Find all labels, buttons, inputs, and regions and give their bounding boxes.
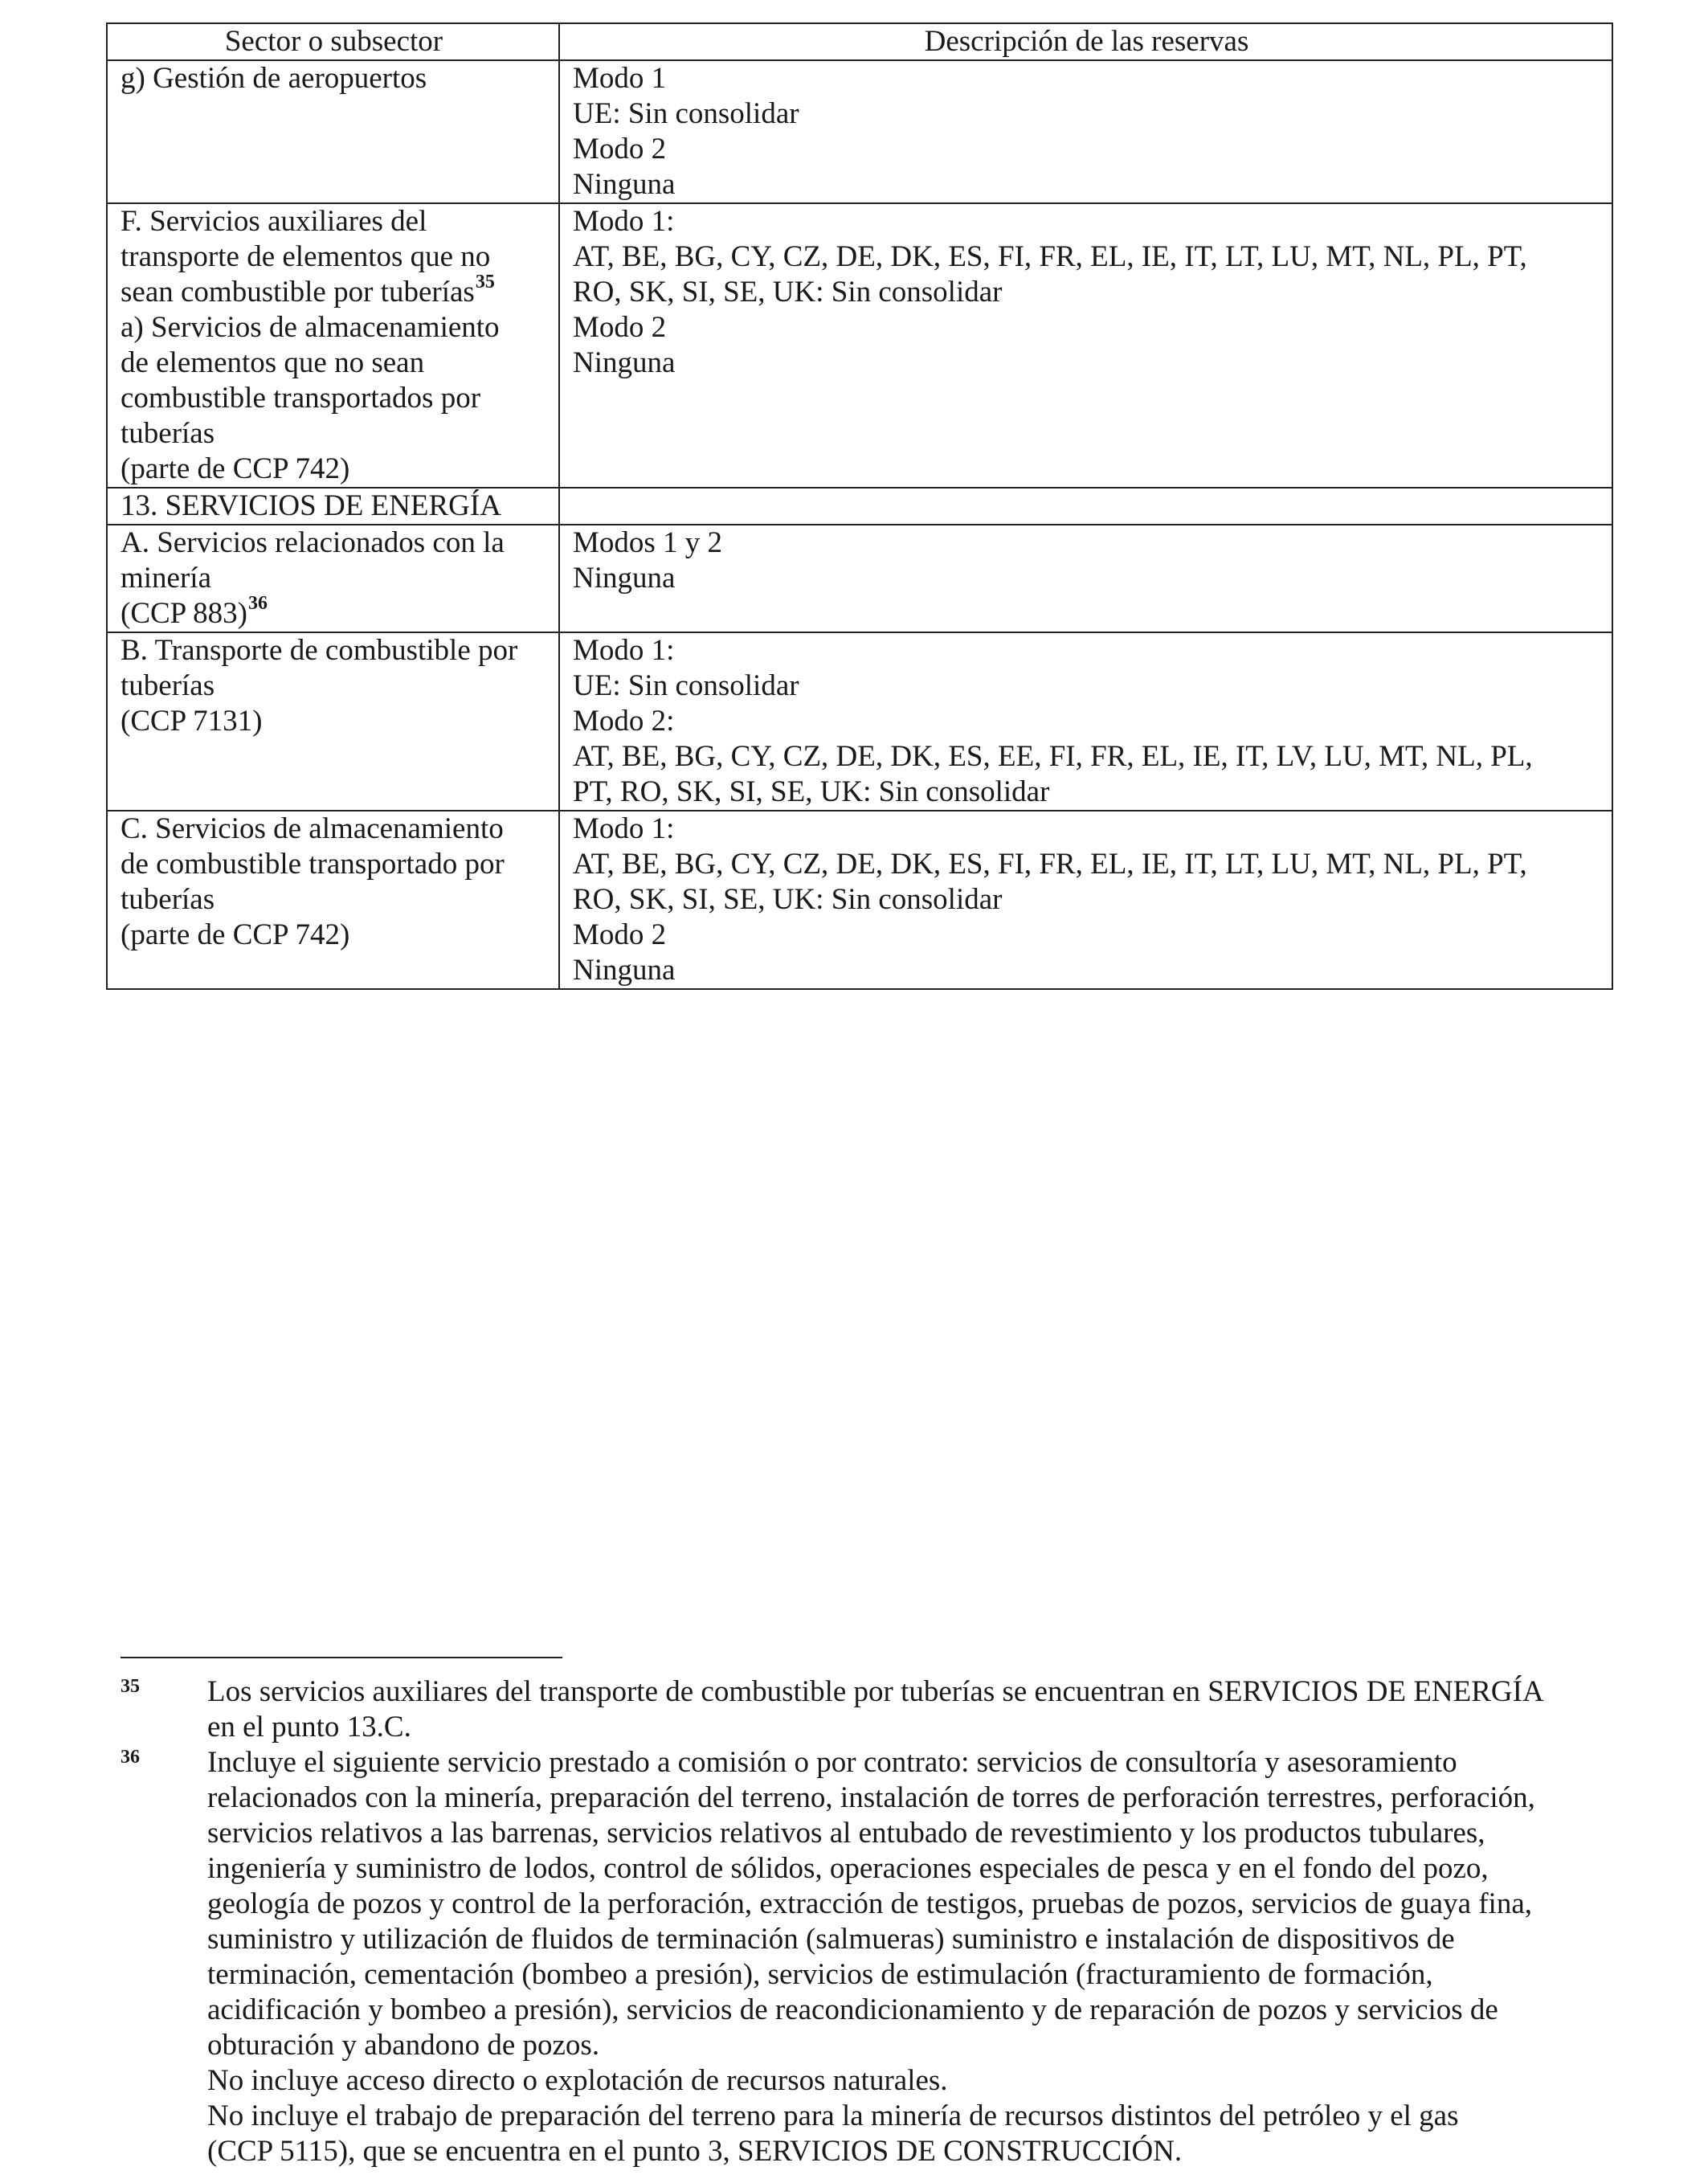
sector-line-with-footnote bbox=[121, 592, 547, 632]
description-line: Modo 2 bbox=[573, 311, 667, 344]
sector-line: (parte de CCP 742) bbox=[121, 452, 350, 485]
footnote-line: en el punto 13.C. bbox=[207, 1711, 411, 1744]
table-row bbox=[107, 525, 1612, 632]
description-cell bbox=[559, 203, 1612, 488]
header-sector: Sector o subsector bbox=[107, 23, 559, 60]
description-cell-empty bbox=[559, 488, 1612, 525]
sector-line: (CCP 7131) bbox=[121, 705, 263, 738]
footnote-line: obturación y abandono de pozos. bbox=[207, 2029, 600, 2062]
footnote-number: 36 bbox=[121, 1747, 140, 1768]
description-cell bbox=[559, 811, 1612, 989]
description-cell bbox=[559, 525, 1612, 632]
footnote-ref-35[interactable]: 35 bbox=[475, 271, 495, 292]
sector-line: A. Servicios relacionados con la bbox=[121, 526, 505, 559]
footnote-line: ingeniería y suministro de lodos, control de sólidos, operaciones especiales de pesca y en el fondo del pozo, bbox=[207, 1852, 1489, 1885]
description-line: Modo 1: bbox=[573, 634, 675, 667]
footnote-line: geología de pozos y control de la perforación, extracción de testigos, pruebas de pozos, servicios de guaya fina, bbox=[207, 1887, 1533, 1920]
sector-line: transporte de elementos que no bbox=[121, 240, 491, 273]
footnote-line: Los servicios auxiliares del transporte de combustible por tuberías se encuentran en SERVICIOS DE ENERGÍA bbox=[207, 1675, 1544, 1708]
description-line: Modo 2 bbox=[573, 133, 667, 166]
table-row bbox=[107, 488, 1612, 525]
table-row bbox=[107, 203, 1612, 488]
description-line: AT, BE, BG, CY, CZ, DE, DK, ES, FI, FR, EL, IE, IT, LT, LU, MT, NL, PL, PT, bbox=[573, 848, 1527, 881]
footnotes-section bbox=[121, 1674, 1607, 2169]
description-line: UE: Sin consolidar bbox=[573, 669, 799, 702]
footnote-36 bbox=[121, 1745, 1607, 2169]
reservations-table bbox=[106, 22, 1613, 990]
description-line: UE: Sin consolidar bbox=[573, 97, 799, 130]
footnote-line: terminación, cementación (bombeo a presión), servicios de estimulación (fracturamiento de formación, bbox=[207, 1958, 1433, 1991]
sector-line: tuberías bbox=[121, 883, 215, 916]
sector-line-text: sean combustible por tuberías bbox=[121, 276, 475, 309]
sector-line: g) Gestión de aeropuertos bbox=[121, 62, 427, 95]
description-cell bbox=[559, 60, 1612, 203]
sector-line: minería bbox=[121, 562, 212, 595]
description-line: AT, BE, BG, CY, CZ, DE, DK, ES, FI, FR, EL, IE, IT, LT, LU, MT, NL, PL, PT, bbox=[573, 240, 1527, 273]
footnote-line: No incluye acceso directo o explotación de recursos naturales. bbox=[207, 2064, 948, 2097]
sector-cell bbox=[107, 811, 559, 989]
footnote-separator bbox=[121, 1657, 562, 1658]
description-line: Ninguna bbox=[573, 346, 676, 379]
sector-line-text: (CCP 883) bbox=[121, 597, 247, 630]
sector-line: (parte de CCP 742) bbox=[121, 918, 350, 951]
sector-cell bbox=[107, 203, 559, 488]
sector-line: tuberías bbox=[121, 417, 215, 450]
table-header-row bbox=[107, 23, 1612, 60]
description-line: PT, RO, SK, SI, SE, UK: Sin consolidar bbox=[573, 775, 1050, 808]
sector-cell bbox=[107, 632, 559, 811]
sector-line: combustible transportados por bbox=[121, 382, 481, 415]
sector-line: B. Transporte de combustible por bbox=[121, 634, 518, 667]
table-row bbox=[107, 632, 1612, 811]
footnote-number: 35 bbox=[121, 1676, 140, 1697]
footnote-line: acidificación y bombeo a presión), servicios de reacondicionamiento y de reparación de pozos y servicios de bbox=[207, 1993, 1498, 2026]
description-line: Modos 1 y 2 bbox=[573, 526, 723, 559]
footnote-line: suministro y utilización de fluidos de terminación (salmueras) suministro e instalación de dispositivos de bbox=[207, 1923, 1455, 1956]
sector-line-with-footnote bbox=[121, 271, 547, 310]
sector-line: de combustible transportado por bbox=[121, 848, 505, 881]
header-description: Descripción de las reservas bbox=[559, 23, 1612, 60]
description-line: Ninguna bbox=[573, 954, 676, 987]
footnote-ref-36[interactable]: 36 bbox=[247, 592, 268, 614]
sector-cell bbox=[107, 488, 559, 525]
table-row bbox=[107, 60, 1612, 203]
sector-line: tuberías bbox=[121, 669, 215, 702]
sector-cell bbox=[107, 60, 559, 203]
description-cell bbox=[559, 632, 1612, 811]
description-line: Modo 1: bbox=[573, 205, 675, 238]
sector-line: F. Servicios auxiliares del bbox=[121, 205, 427, 238]
footnote-line: relacionados con la minería, preparación del terreno, instalación de torres de perforación terrestres, perforación, bbox=[207, 1781, 1535, 1814]
description-line: RO, SK, SI, SE, UK: Sin consolidar bbox=[573, 276, 1003, 309]
footnote-line: No incluye el trabajo de preparación del terreno para la minería de recursos distintos del petróleo y el gas bbox=[207, 2099, 1459, 2132]
description-line: Modo 1 bbox=[573, 62, 667, 95]
footnote-line: (CCP 5115), que se encuentra en el punto 3, SERVICIOS DE CONSTRUCCIÓN. bbox=[207, 2135, 1183, 2168]
table-row bbox=[107, 811, 1612, 989]
description-line: Modo 1: bbox=[573, 812, 675, 845]
sector-line: C. Servicios de almacenamiento bbox=[121, 812, 504, 845]
description-line: Modo 2 bbox=[573, 918, 667, 951]
description-line: AT, BE, BG, CY, CZ, DE, DK, ES, EE, FI, FR, EL, IE, IT, LV, LU, MT, NL, PL, bbox=[573, 740, 1533, 773]
footnote-line: Incluye el siguiente servicio prestado a comisión o por contrato: servicios de consultoría y asesoramiento bbox=[207, 1746, 1457, 1779]
sector-cell bbox=[107, 525, 559, 632]
sector-line: a) Servicios de almacenamiento bbox=[121, 311, 500, 344]
footnote-35 bbox=[121, 1674, 1607, 1745]
description-line: RO, SK, SI, SE, UK: Sin consolidar bbox=[573, 883, 1003, 916]
description-line: Modo 2: bbox=[573, 705, 675, 738]
sector-line: 13. SERVICIOS DE ENERGÍA bbox=[121, 489, 501, 522]
description-line: Ninguna bbox=[573, 168, 676, 201]
footnote-line: servicios relativos a las barrenas, servicios relativos al entubado de revestimiento y los productos tubulares, bbox=[207, 1817, 1485, 1850]
sector-line: de elementos que no sean bbox=[121, 346, 425, 379]
description-line: Ninguna bbox=[573, 562, 676, 595]
